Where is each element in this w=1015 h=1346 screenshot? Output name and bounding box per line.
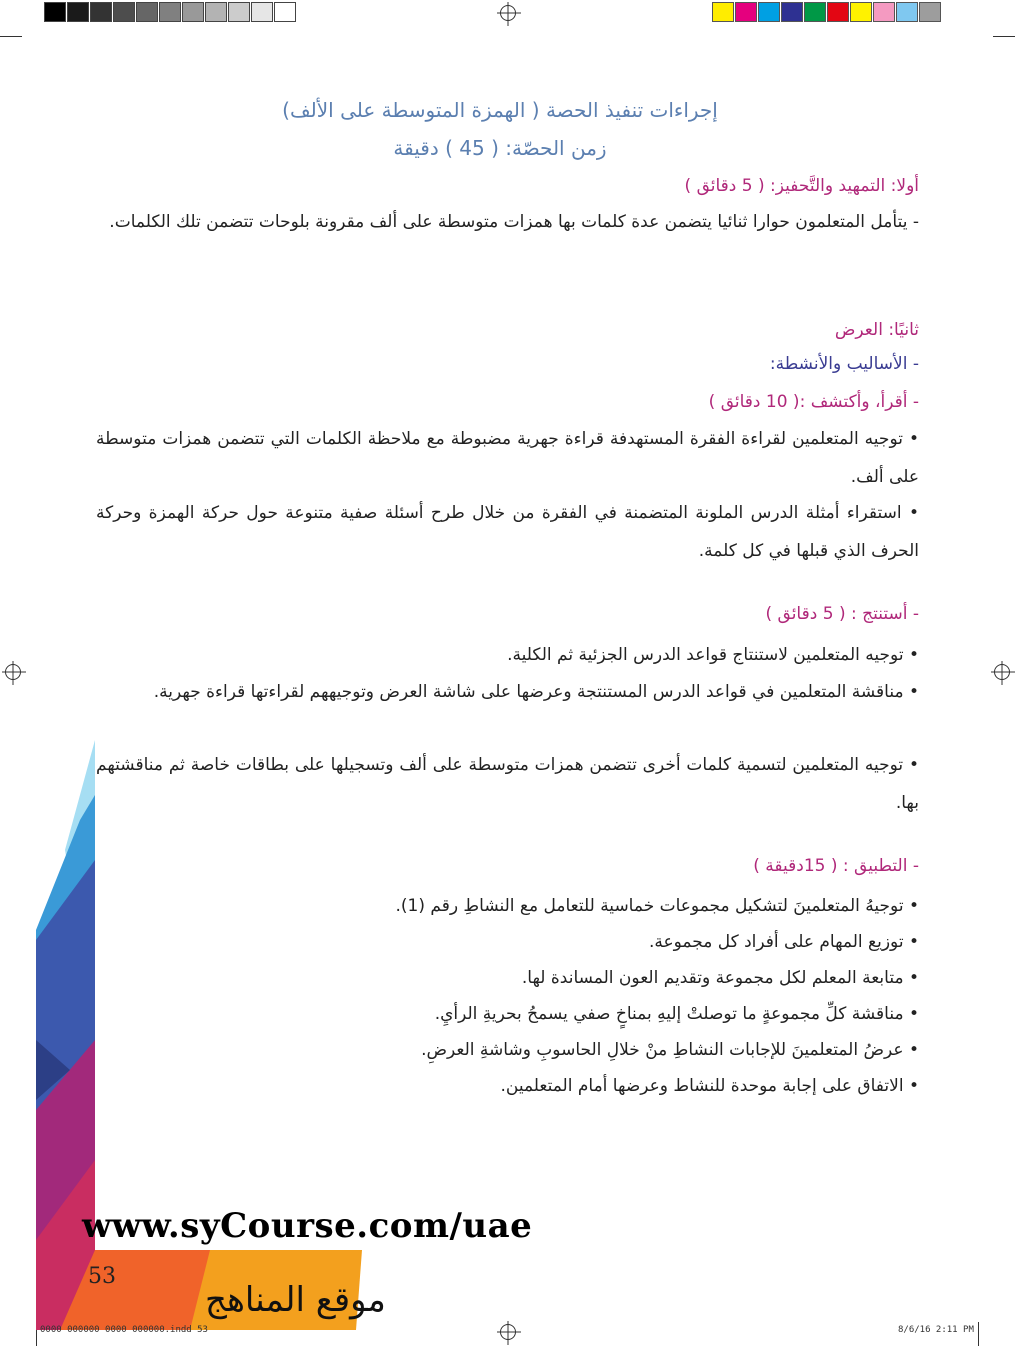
print-slug-filename: 0000 000000 0000 000000.indd 53 <box>40 1325 208 1335</box>
apply-heading: - التطبيق : ( 15دقيقة ) <box>753 856 919 876</box>
registration-crosshair-icon <box>500 1324 516 1340</box>
crop-mark <box>0 36 22 37</box>
methods-heading: - الأساليب والأنشطة: <box>769 354 919 374</box>
conclude-bullet-1: • توجيه المتعلمين لاستنتاج قواعد الدرس الجزئية ثم الكلية. <box>507 645 919 665</box>
page-number: 53 <box>88 1264 116 1289</box>
website-watermark-link[interactable]: www.syCourse.com/uae <box>82 1206 533 1246</box>
grayscale-registration-bar <box>44 2 297 22</box>
apply-item: • توزيع المهام على أفراد كل مجموعة. <box>648 932 919 952</box>
section-heading-warmup: أولا: التمهيد والتَّحفيز: ( 5 دقائق ) <box>684 176 919 196</box>
conclude-heading: - أستنتج : ( 5 دقائق ) <box>765 604 919 624</box>
site-name-arabic: موقع المناهج <box>205 1280 386 1320</box>
section-heading-presentation: ثانيًا: العرض <box>834 320 919 340</box>
lesson-duration: زمن الحصّة: ( 45 ) دقيقة <box>393 136 607 160</box>
read-discover-heading: - أقرأ، وأكتشف :( 10 دقائق ) <box>708 392 919 412</box>
read-bullet-1: • توجيه المتعلمين لقراءة الفقرة المستهدفة قراءة جهرية مضبوطة مع ملاحظة الكلمات التي تتضمن همزات متوسطة على ألف. <box>96 429 919 487</box>
color-registration-bar <box>712 2 942 22</box>
apply-item: • متابعة المعلم لكل مجموعة وتقديم العون المساندة لها. <box>521 968 919 988</box>
registration-crosshair-icon <box>500 5 516 21</box>
apply-item: • مناقشة كلِّ مجموعةٍ ما توصلتْ إليهِ بمناخٍ صفي يسمحُ بحريةِ الرأيِ. <box>434 1004 919 1024</box>
apply-item: • توجيهُ المتعلمينَ لتشكيل مجموعات خماسية للتعامل مع النشاطِ رقم (1). <box>395 896 919 916</box>
registration-crosshair-icon <box>5 664 21 680</box>
conclude-bullet-2: • مناقشة المتعلمين في قواعد الدرس المستنتجة وعرضها على شاشة العرض وتوجيههم لقراءتها قراءة جهرية. <box>153 682 919 702</box>
read-bullet-2: • استقراء أمثلة الدرس الملونة المتضمنة في الفقرة من خلال طرح أسئلة صفية متنوعة حول حركة الهمزة وحركة الحرف الذي قبلها في كل كلمة. <box>96 503 919 561</box>
registration-crosshair-icon <box>994 664 1010 680</box>
apply-item: • الاتفاق على إجابة موحدة للنشاط وعرضها أمام المتعلمين. <box>500 1076 919 1096</box>
warmup-paragraph: - يتأمل المتعلمون حوارا ثنائيا يتضمن عدة كلمات بها همزات متوسطة على ألف مقرونة بلوحات تتضمن تلك الكلمات. <box>109 212 919 232</box>
page-title: إجراءات تنفيذ الحصة ( الهمزة المتوسطة على الألف) <box>282 98 718 122</box>
print-slug-timestamp: 8/6/16 2:11 PM <box>898 1325 974 1335</box>
crop-mark <box>978 1322 979 1346</box>
crop-mark <box>993 36 1015 37</box>
conclude-bullet-3: • توجيه المتعلمين لتسمية كلمات أخرى تتضمن همزات متوسطة على ألف وتسجيلها على بطاقات خاصة ثم مناقشتهم بها. <box>96 755 919 813</box>
apply-item: • عرضُ المتعلمينَ للإجابات النشاطِ منْ خلالِ الحاسوبِ وشاشةِ العرضِ. <box>421 1040 919 1060</box>
